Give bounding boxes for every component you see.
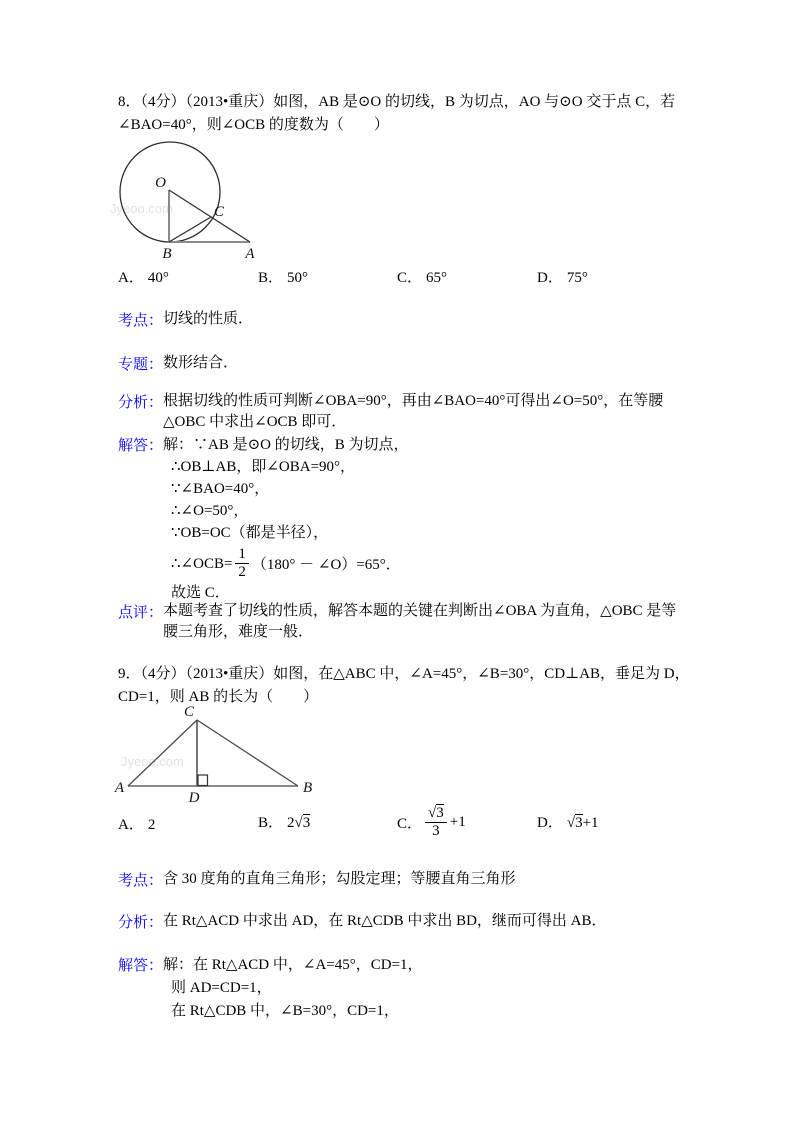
radicand: 3 (302, 815, 311, 831)
q9-section-fenxi (118, 911, 681, 932)
option-letter: B． (258, 815, 284, 831)
solution-line: 在 Rt△CDB 中，∠B=30°，CD=1， (171, 1003, 399, 1019)
watermark-text: Jyeoo.com (110, 201, 173, 216)
section-label: 考点： (118, 313, 164, 329)
option-value: 40° (147, 270, 169, 286)
watermark-text: Jyeoo.com (121, 754, 184, 769)
point-label-A: A (245, 246, 255, 262)
radical-sign: √ (428, 804, 437, 821)
question-9-stem: 9．（4分）（2013•重庆）如图，在△ABC 中，∠A=45°，∠B=30°，CD⊥AB，垂足为 D，CD=1，则 AB 的长为（ ） (118, 666, 690, 705)
radical-sign: √ (294, 815, 303, 831)
section-text: 切线的性质． (163, 311, 254, 327)
option-suffix: +1 (449, 813, 466, 830)
question-8-stem: 8．（4分）（2013•重庆）如图，AB 是⊙O 的切线，B 为切点，AO 与⊙O 交于点 C，若∠BAO=40°，则∠OCB 的度数为（ ） (118, 94, 676, 133)
solution-line: ∴∠O=50°， (171, 503, 249, 519)
fraction-sqrt3-over-3 (425, 805, 447, 840)
option-letter: C． (397, 815, 423, 832)
point-label-D: D (188, 790, 200, 806)
point-label-C: C (214, 204, 225, 220)
fraction-denominator: 3 (432, 822, 440, 839)
section-text: 根据切线的性质可判断∠OBA=90°，再由∠BAO=40°可得出∠O=50°，在等腰△OBC 中求出∠OCB 即可． (163, 393, 664, 430)
q9-section-jieda (118, 954, 423, 1023)
section-label: 专题： (118, 357, 164, 373)
q9-section-kaodian (118, 869, 681, 890)
solution-line-fraction (171, 544, 409, 582)
option-suffix: +1 (582, 815, 599, 831)
solution-line: 解：∵AB 是⊙O 的切线，B 为切点， (163, 437, 409, 453)
solution-steps (163, 434, 409, 604)
section-label: 解答： (118, 438, 164, 454)
solution-line: ∵OB=OC（都是半径）， (171, 525, 329, 541)
option-letter: C． (397, 270, 423, 286)
fraction-numerator: 1 (235, 546, 249, 564)
point-label-C: C (183, 704, 194, 720)
section-label: 考点： (118, 873, 164, 889)
option-letter: D． (537, 270, 563, 286)
coefficient: 2 (287, 815, 295, 831)
radicand: 3 (575, 815, 583, 831)
q9-option-d (537, 811, 599, 832)
equation-suffix: （180° － ∠O）=65°． (251, 556, 401, 573)
q8-section-dianping (118, 601, 681, 643)
solution-line: ∴OB⊥AB，即∠OBA=90°， (171, 459, 356, 475)
q8-section-fenxi (118, 391, 681, 433)
q8-option-a (118, 266, 169, 287)
q8-option-b (258, 266, 308, 287)
section-label: 分析： (118, 395, 164, 411)
solution-steps (163, 954, 423, 1023)
segment-AC (128, 720, 197, 786)
option-value: 75° (566, 270, 588, 286)
option-letter: B． (258, 270, 284, 286)
equation-prefix: ∴∠OCB= (171, 555, 233, 572)
question-9-diagram (108, 703, 323, 808)
section-text: 本题考查了切线的性质，解答本题的关键在判断出∠OBA 为直角，△OBC 是等腰三角形，难度一般． (163, 603, 677, 640)
q8-section-zhuanti (118, 353, 681, 374)
fraction-one-half (235, 546, 249, 581)
right-angle-mark (198, 775, 208, 786)
radicand: 3 (436, 804, 444, 821)
option-letter: D． (537, 815, 563, 831)
point-label-O: O (155, 175, 166, 191)
section-label: 点评： (118, 605, 164, 621)
section-label: 解答： (118, 958, 164, 974)
sqrt-expression (567, 814, 583, 831)
fraction-denominator: 2 (238, 563, 246, 580)
q8-section-kaodian (118, 309, 681, 330)
option-value: 2 (147, 817, 156, 833)
section-text: 含 30 度角的直角三角形；勾股定理；等腰直角三角形 (163, 871, 516, 887)
q9-option-a (118, 813, 155, 834)
solution-answer-line: 故选 C． (171, 585, 230, 601)
q9-option-c (397, 799, 466, 845)
solution-line: 则 AD=CD=1， (171, 980, 272, 996)
section-label: 分析： (118, 915, 164, 931)
q9-option-b (258, 811, 310, 832)
option-letter: A． (118, 270, 144, 286)
sqrt-expression (428, 804, 444, 821)
option-value: 50° (287, 270, 309, 286)
section-text: 在 Rt△ACD 中求出 AD，在 Rt△CDB 中求出 BD，继而可得出 AB． (163, 913, 607, 929)
fraction-numerator (425, 805, 447, 823)
solution-line: 解：在 Rt△ACD 中，∠A=45°，CD=1， (163, 957, 423, 973)
solution-line: ∵∠BAO=40°， (171, 481, 270, 497)
point-label-A: A (114, 780, 124, 796)
q8-option-c (397, 266, 447, 287)
question-8-diagram (110, 136, 272, 266)
section-text: 数形结合． (163, 355, 239, 371)
radical-sign: √ (566, 815, 576, 831)
option-letter: A． (118, 817, 144, 833)
q8-section-jieda (118, 434, 409, 604)
point-label-B: B (303, 780, 313, 796)
q8-option-d (537, 266, 588, 287)
segment-CB (197, 720, 298, 786)
option-value: 65° (426, 270, 448, 286)
sqrt-expression (295, 814, 311, 831)
point-label-B: B (162, 246, 172, 262)
